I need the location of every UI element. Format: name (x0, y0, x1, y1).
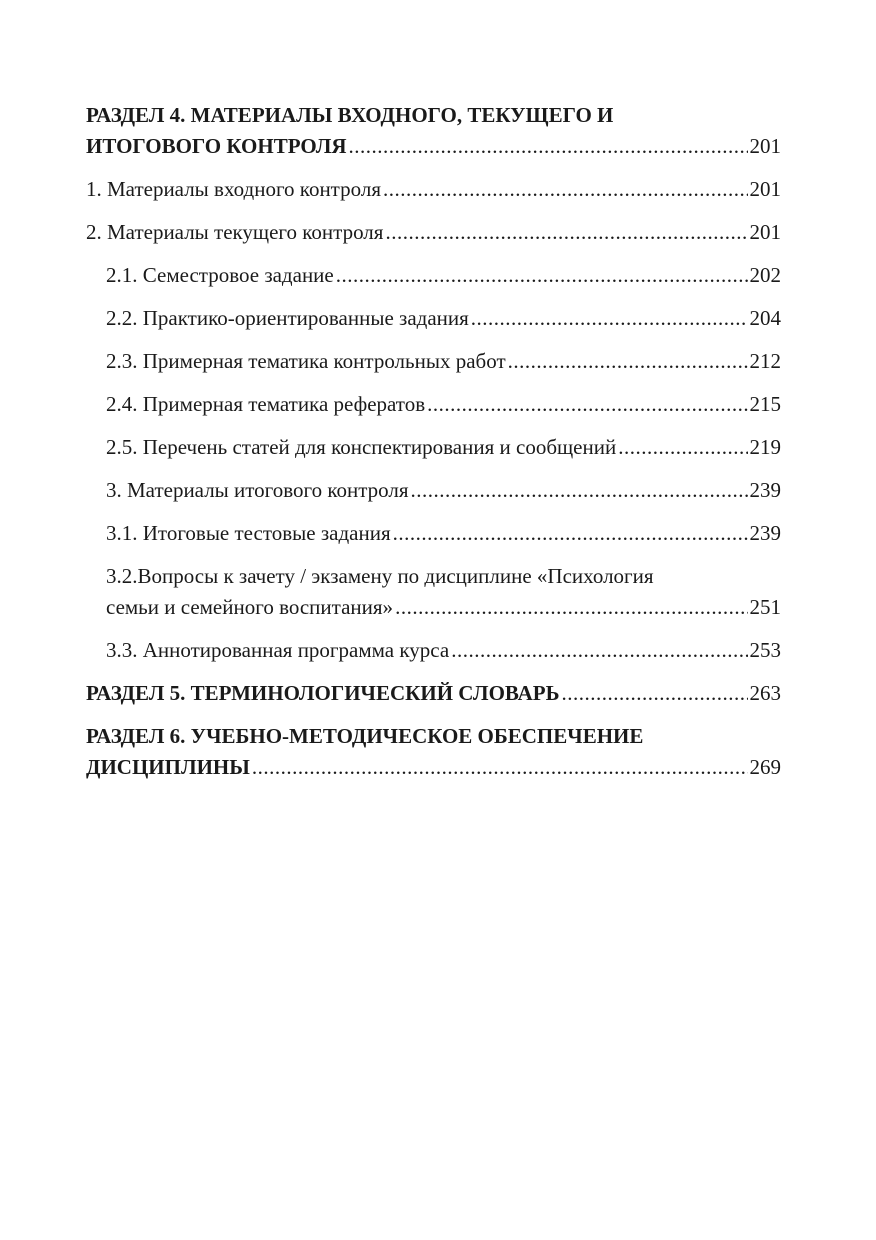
toc-entry-3-2[interactable] (86, 561, 781, 623)
toc-entry-title: РАЗДЕЛ 5. ТЕРМИНОЛОГИЧЕСКИЙ СЛОВАРЬ (86, 681, 560, 705)
toc-entry-title: 2.4. Примерная тематика рефератов (106, 392, 426, 416)
toc-entry-title: ДИСЦИПЛИНЫ (86, 755, 250, 779)
dot-leader (508, 346, 748, 377)
dot-leader (411, 475, 748, 506)
toc-page-number: 202 (749, 263, 781, 287)
dot-leader (618, 432, 747, 463)
toc-entry-section-5[interactable] (86, 678, 781, 709)
toc-page-number: 219 (749, 435, 781, 459)
toc-page-number: 215 (749, 392, 781, 416)
toc-entry-title: 2.5. Перечень статей для конспектирования и сообщений (106, 435, 617, 459)
toc-entry-title: семьи и семейного воспитания» (106, 595, 394, 619)
dot-leader (349, 131, 748, 162)
toc-page-number: 253 (749, 638, 781, 662)
toc-entry-title: 3.1. Итоговые тестовые задания (106, 521, 391, 545)
toc-entry-3-1[interactable] (86, 518, 781, 549)
table-of-contents (86, 100, 781, 783)
toc-entry-3-3[interactable] (86, 635, 781, 666)
toc-page-number: 201 (749, 177, 781, 201)
toc-page-number: 251 (749, 595, 781, 619)
toc-entry-2-4[interactable] (86, 389, 781, 420)
dot-leader (427, 389, 747, 420)
toc-page-number: 204 (749, 306, 781, 330)
dot-leader (451, 635, 747, 666)
toc-page-number: 239 (749, 521, 781, 545)
dot-leader (471, 303, 748, 334)
toc-entry-title: 2.2. Практико-ориентированные задания (106, 306, 469, 330)
toc-entry-3[interactable] (86, 475, 781, 506)
toc-entry-section-4[interactable] (86, 100, 781, 162)
dot-leader (561, 678, 747, 709)
toc-entry-2-5[interactable] (86, 432, 781, 463)
toc-page-number: 263 (749, 681, 781, 705)
toc-entry-title: 2.1. Семестровое задание (106, 263, 334, 287)
toc-page-number: 269 (749, 755, 781, 779)
toc-entry-2-2[interactable] (86, 303, 781, 334)
dot-leader (383, 174, 748, 205)
toc-entry-1[interactable] (86, 174, 781, 205)
toc-entry-section-6[interactable] (86, 721, 781, 783)
toc-page-number: 212 (749, 349, 781, 373)
toc-page-number: 201 (749, 220, 781, 244)
toc-entry-title-line1: РАЗДЕЛ 6. УЧЕБНО-МЕТОДИЧЕСКОЕ ОБЕСПЕЧЕНИЕ (86, 724, 644, 748)
dot-leader (252, 752, 748, 783)
toc-entry-2[interactable] (86, 217, 781, 248)
dot-leader (385, 217, 747, 248)
toc-entry-title: 3. Материалы итогового контроля (106, 478, 409, 502)
toc-page-number: 239 (749, 478, 781, 502)
toc-page-number: 201 (749, 134, 781, 158)
toc-entry-title: 2.3. Примерная тематика контрольных работ (106, 349, 506, 373)
toc-entry-title: 2. Материалы текущего контроля (86, 220, 384, 244)
dot-leader (393, 518, 748, 549)
toc-entry-title-line1: 3.2.Вопросы к зачету / экзамену по дисциплине «Психология (106, 564, 654, 588)
toc-entry-title: 3.3. Аннотированная программа курса (106, 638, 450, 662)
toc-entry-2-1[interactable] (86, 260, 781, 291)
toc-entry-title: 1. Материалы входного контроля (86, 177, 381, 201)
toc-entry-title: ИТОГОВОГО КОНТРОЛЯ (86, 134, 347, 158)
toc-entry-2-3[interactable] (86, 346, 781, 377)
dot-leader (336, 260, 748, 291)
dot-leader (395, 592, 747, 623)
toc-entry-title-line1: РАЗДЕЛ 4. МАТЕРИАЛЫ ВХОДНОГО, ТЕКУЩЕГО И (86, 103, 614, 127)
